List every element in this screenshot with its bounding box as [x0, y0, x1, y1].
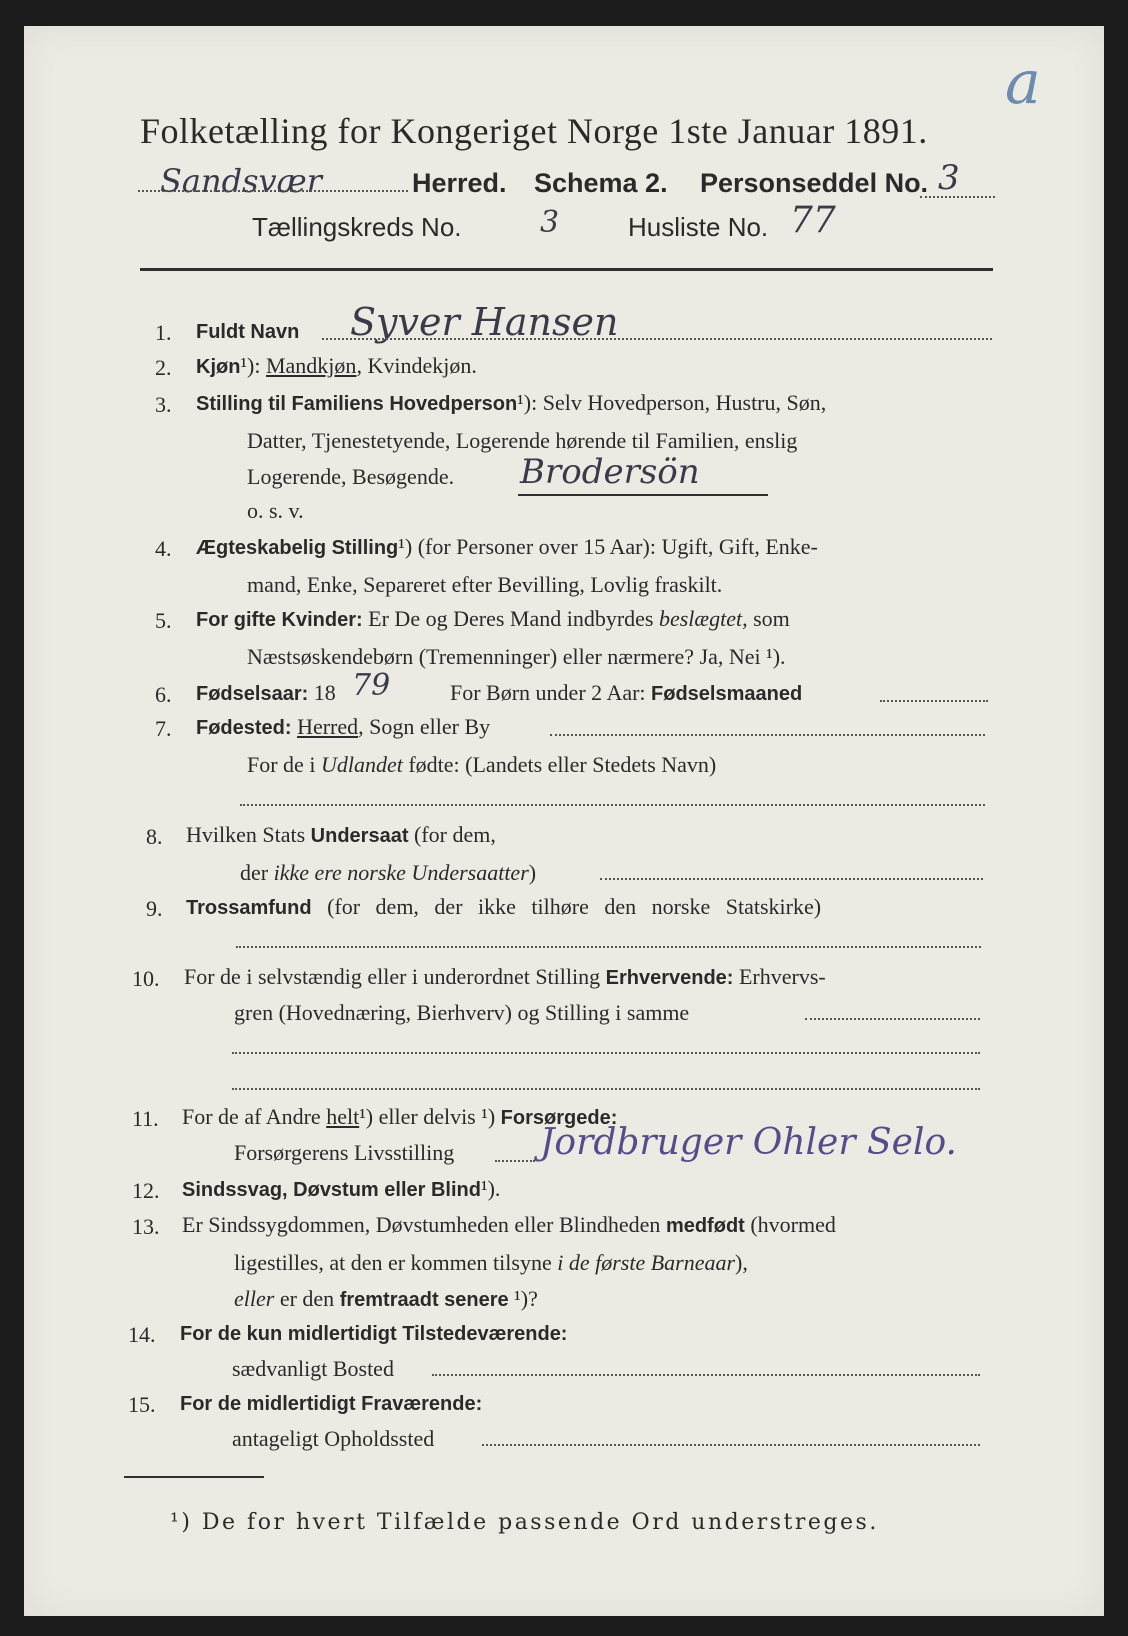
birth-month-label: Fødselsmaaned — [651, 683, 803, 705]
item-number: 8. — [146, 824, 163, 849]
married-women-som: som — [753, 606, 790, 631]
citizenship-foreign: ikke ere norske Undersaatter — [273, 860, 529, 885]
sex-label: Kjøn — [196, 356, 241, 378]
footnote-ref: ¹): — [240, 353, 261, 378]
abroad-prefix: For de i — [247, 752, 316, 777]
married-women-label: For gifte Kvinder: — [196, 609, 363, 631]
municipality-dotted-line — [138, 190, 408, 192]
marital-status-label: Ægteskabelig Stilling — [196, 537, 399, 559]
provider-occupation-value: Jordbruger Ohler Selo. — [540, 1122, 957, 1163]
marital-status-options-2: mand, Enke, Separeret efter Bevilling, Lovlig fraskilt. — [247, 572, 723, 597]
family-position-options-3: Logerende, Besøgende. — [247, 464, 455, 489]
husliste-number-hw: 77 — [790, 200, 836, 241]
husliste-label: Husliste No. — [628, 212, 769, 242]
occupation-line-2 — [232, 1052, 980, 1054]
family-position-value: Brodersön — [520, 452, 700, 492]
occupation-prefix: For de i selvstændig eller i underordnet Stilling — [184, 964, 601, 989]
congenital-childhood: i de første Barneaar — [557, 1250, 736, 1275]
congenital-line2: ligestilles, at den er kommen tilsyne — [234, 1250, 552, 1275]
item-number: 13. — [132, 1214, 160, 1239]
supported-label: Forsørgede: — [500, 1107, 618, 1129]
header-rule — [140, 268, 993, 271]
probable-stay-line — [482, 1444, 980, 1446]
abroad-line — [240, 804, 985, 806]
usual-residence-label: sædvanligt Bosted — [232, 1356, 394, 1381]
footnote: ¹) De for hvert Tilfælde passende Ord understreges. — [170, 1510, 879, 1535]
congenital-later-ref: ¹)? — [514, 1286, 538, 1311]
corner-annotation: a — [1005, 48, 1041, 118]
occupation-label: Erhvervende: — [605, 967, 734, 989]
temporary-absent-label: For de midlertidigt Fraværende: — [180, 1393, 483, 1415]
birth-year-value: 79 — [352, 668, 391, 703]
municipality-handwritten: Sandsvær — [160, 162, 322, 200]
birthplace-options: , Sogn eller By — [358, 714, 491, 739]
item-number: 2. — [155, 355, 172, 380]
congenital-later-label: fremtraadt senere — [339, 1289, 509, 1311]
birthplace-line — [550, 734, 985, 736]
supported-wholly: helt — [326, 1104, 360, 1129]
item-number: 12. — [132, 1178, 160, 1203]
personseddel-number-hw: 3 — [938, 158, 960, 198]
kreds-label: Tællingskreds No. — [252, 212, 462, 242]
congenital-label: medfødt — [665, 1215, 745, 1237]
item-number: 7. — [155, 716, 172, 741]
marital-status-options: ¹) (for Personer over 15 Aar): Ugift, Gift, Enke- — [398, 534, 818, 559]
usual-residence-line — [432, 1374, 980, 1376]
religion-question: (for dem, der ikke tilhøre den norske Statskirke) — [327, 894, 822, 919]
congenital-er-den: er den — [279, 1286, 335, 1311]
item-number: 9. — [146, 896, 163, 921]
citizenship-suffix: (for dem, — [413, 822, 496, 847]
personseddel-label: Personseddel No. — [700, 168, 929, 198]
family-position-label: Stilling til Familiens Hovedperson — [196, 393, 518, 415]
family-position-options: ¹): Selv Hovedperson, Hustru, Søn, — [517, 390, 827, 415]
supported-prefix: For de af Andre — [182, 1104, 321, 1129]
occupation-question-2: gren (Hovednæring, Bierhverv) og Stilling i samme — [234, 1000, 690, 1025]
citizenship-line — [600, 878, 983, 880]
full-name-line — [322, 338, 992, 340]
birth-month-line — [880, 700, 988, 702]
personseddel-dotted-line — [920, 196, 995, 198]
citizenship-label: Undersaat — [310, 825, 409, 847]
item-number: 14. — [128, 1322, 156, 1347]
item-number: 4. — [155, 536, 172, 561]
religion-label: Trossamfund — [186, 897, 312, 919]
family-position-options-2: Datter, Tjenestetyende, Logerende hørende til Familien, enslig — [247, 428, 798, 453]
family-position-etc: o. s. v. — [247, 498, 304, 523]
sex-option-male: Mandkjøn — [265, 353, 357, 378]
census-form-page — [24, 26, 1104, 1616]
occupation-line-1 — [805, 1018, 980, 1020]
occupation-line-3 — [232, 1088, 980, 1090]
married-women-question-2: Næstsøskendebørn (Tremenninger) eller nærmere? Ja, Nei ¹). — [247, 644, 786, 669]
schema-label: Schema 2. — [534, 168, 668, 198]
congenital-question: Er Sindssygdommen, Døvstumheden eller Blindheden — [182, 1212, 661, 1237]
provider-occupation-line — [495, 1160, 535, 1162]
related-word: beslægtet, — [658, 606, 748, 631]
married-women-question: Er De og Deres Mand indbyrdes — [368, 606, 654, 631]
temporary-present-label: For de kun midlertidigt Tilstedeværende: — [180, 1323, 568, 1345]
birth-year-prefix: 18 — [313, 680, 336, 705]
herred-label: Herred. — [412, 168, 507, 198]
item-number: 3. — [155, 392, 172, 417]
disability-ref: ¹). — [480, 1176, 501, 1201]
citizenship-der: der — [240, 860, 269, 885]
birth-month-question: For Børn under 2 Aar: — [450, 680, 646, 705]
disability-label: Sindssvag, Døvstum eller Blind — [182, 1179, 481, 1201]
occupation-suffix: Erhvervs- — [738, 964, 826, 989]
item-number: 5. — [155, 608, 172, 633]
kreds-number-hw: 3 — [540, 205, 560, 240]
congenital-line2-end: ), — [735, 1250, 748, 1275]
provider-occupation-label: Forsørgerens Livsstilling — [234, 1140, 455, 1165]
birth-year-label: Fødselsaar: — [196, 683, 309, 705]
item-number: 6. — [155, 682, 172, 707]
citizenship-close: ) — [528, 860, 537, 885]
item-number: 10. — [132, 966, 160, 991]
congenital-suffix: (hvormed — [750, 1212, 836, 1237]
item-number: 15. — [128, 1392, 156, 1417]
birthplace-label: Fødested: — [196, 717, 292, 739]
item-number: 1. — [155, 320, 172, 345]
family-position-underline — [518, 494, 768, 496]
citizenship-prefix: Hvilken Stats — [186, 822, 306, 847]
footnote-rule — [124, 1476, 264, 1478]
item-number: 11. — [132, 1106, 159, 1131]
full-name-value: Syver Hansen — [350, 300, 619, 344]
form-title: Folketælling for Kongeriget Norge 1ste Januar 1891. — [140, 111, 928, 151]
religion-line — [236, 946, 981, 948]
full-name-label: Fuldt Navn — [196, 321, 300, 343]
supported-partly: ¹) eller delvis ¹) — [359, 1104, 496, 1129]
birthplace-herred: Herred — [297, 714, 359, 739]
congenital-eller: eller — [234, 1286, 275, 1311]
sex-option-female: , Kvindekjøn. — [356, 353, 477, 378]
probable-stay-label: antageligt Opholdssted — [232, 1426, 435, 1451]
abroad-suffix: fødte: (Landets eller Stedets Navn) — [408, 752, 717, 777]
abroad-word: Udlandet — [320, 752, 403, 777]
